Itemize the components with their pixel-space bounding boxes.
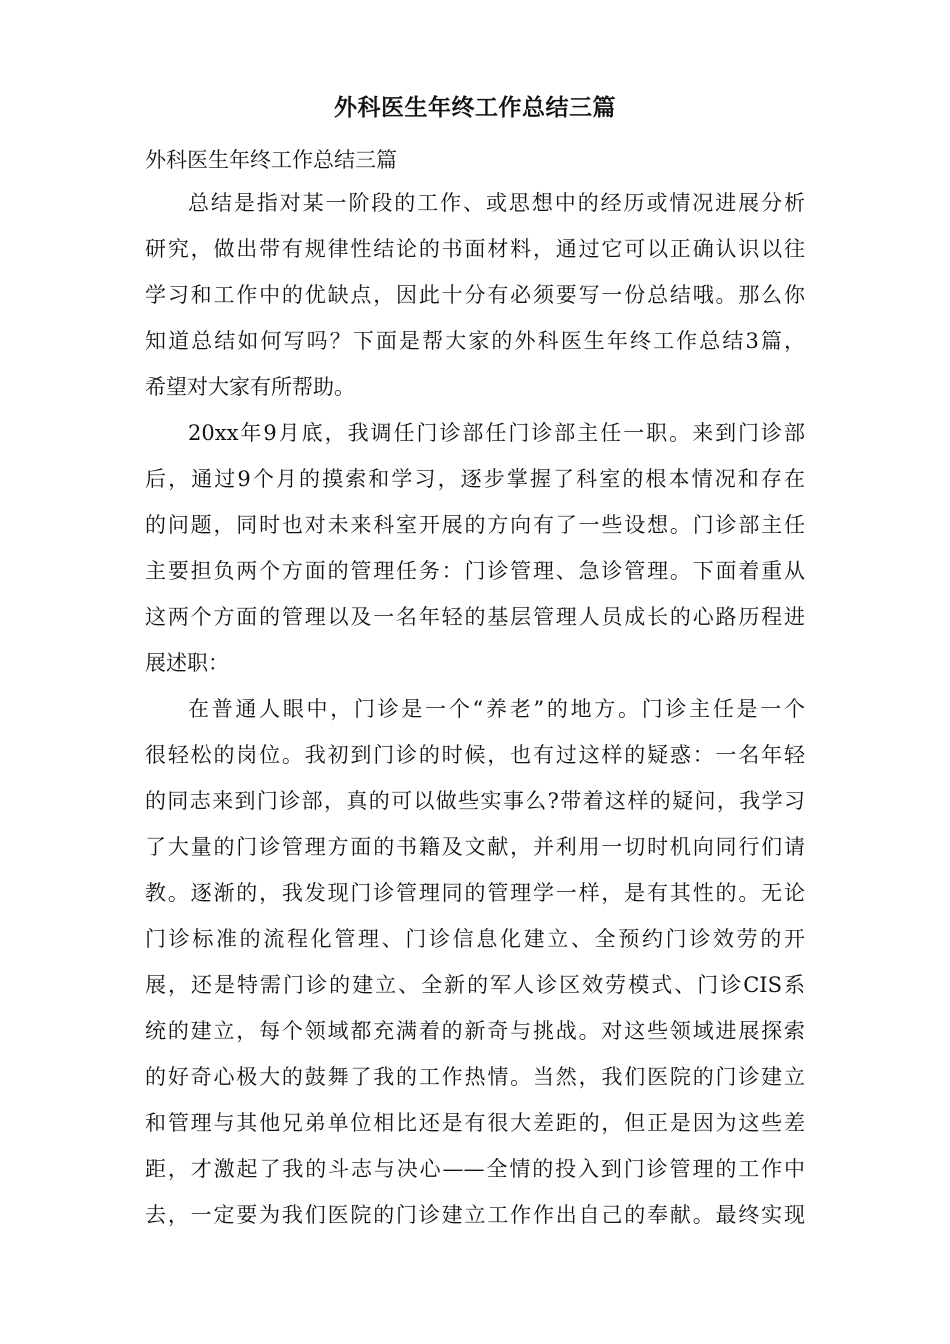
paragraph-line: 展，还是特需门诊的建立、全新的军人诊区效劳模式、门诊CIS系 xyxy=(145,973,805,997)
paragraph-appointment xyxy=(145,417,805,693)
paragraph-line: 研究，做出带有规律性结论的书面材料，通过它可以正确认识以往 xyxy=(145,237,805,261)
paragraph-line: 的问题，同时也对未来科室开展的方向有了一些设想。门诊部主任 xyxy=(145,513,805,537)
paragraph-line: 的好奇心极大的鼓舞了我的工作热情。当然，我们医院的门诊建立 xyxy=(145,1065,805,1089)
paragraph-line: 了大量的门诊管理方面的书籍及文献，并利用一切时机向同行们请 xyxy=(145,835,805,859)
document-body xyxy=(145,187,805,1245)
paragraph-line: 展述职： xyxy=(145,651,229,675)
paragraph-line: 统的建立，每个领域都充满着的新奇与挑战。对这些领域进展探索 xyxy=(145,1019,805,1043)
paragraph-line: 这两个方面的管理以及一名年轻的基层管理人员成长的心路历程进 xyxy=(145,605,805,629)
paragraph-intro xyxy=(145,187,805,417)
paragraph-outpatient xyxy=(145,693,805,1245)
paragraph-line: 总结是指对某一阶段的工作、或思想中的经历或情况进展分析 xyxy=(188,191,805,215)
paragraph-line: 教。逐渐的，我发现门诊管理同的管理学一样，是有其性的。无论 xyxy=(145,881,805,905)
paragraph-line: 后，通过9个月的摸索和学习，逐步掌握了科室的根本情况和存在 xyxy=(145,467,805,491)
paragraph-line: 希望对大家有所帮助。 xyxy=(145,375,355,399)
paragraph-line: 在普通人眼中，门诊是一个“养老”的地方。门诊主任是一个 xyxy=(188,697,805,721)
paragraph-line: 去，一定要为我们医院的门诊建立工作作出自己的奉献。最终实现 xyxy=(145,1203,805,1227)
paragraph-line: 20xx年9月底，我调任门诊部任门诊部主任一职。来到门诊部 xyxy=(188,421,805,445)
paragraph-line: 距，才激起了我的斗志与决心——全情的投入到门诊管理的工作中 xyxy=(145,1157,805,1181)
paragraph-line: 学习和工作中的优缺点，因此十分有必须要写一份总结哦。那么你 xyxy=(145,283,805,307)
paragraph-line: 门诊标准的流程化管理、门诊信息化建立、全预约门诊效劳的开 xyxy=(145,927,805,951)
paragraph-line: 的同志来到门诊部，真的可以做些实事么?带着这样的疑问，我学习 xyxy=(145,789,805,813)
document-subtitle: 外科医生年终工作总结三篇 xyxy=(145,148,397,172)
paragraph-line: 知道总结如何写吗？下面是帮大家的外科医生年终工作总结3篇， xyxy=(145,329,805,353)
paragraph-line: 主要担负两个方面的管理任务：门诊管理、急诊管理。下面着重从 xyxy=(145,559,805,583)
document-title: 外科医生年终工作总结三篇 xyxy=(334,95,616,121)
paragraph-line: 和管理与其他兄弟单位相比还是有很大差距的，但正是因为这些差 xyxy=(145,1111,805,1135)
paragraph-line: 很轻松的岗位。我初到门诊的时候，也有过这样的疑惑：一名年轻 xyxy=(145,743,805,767)
